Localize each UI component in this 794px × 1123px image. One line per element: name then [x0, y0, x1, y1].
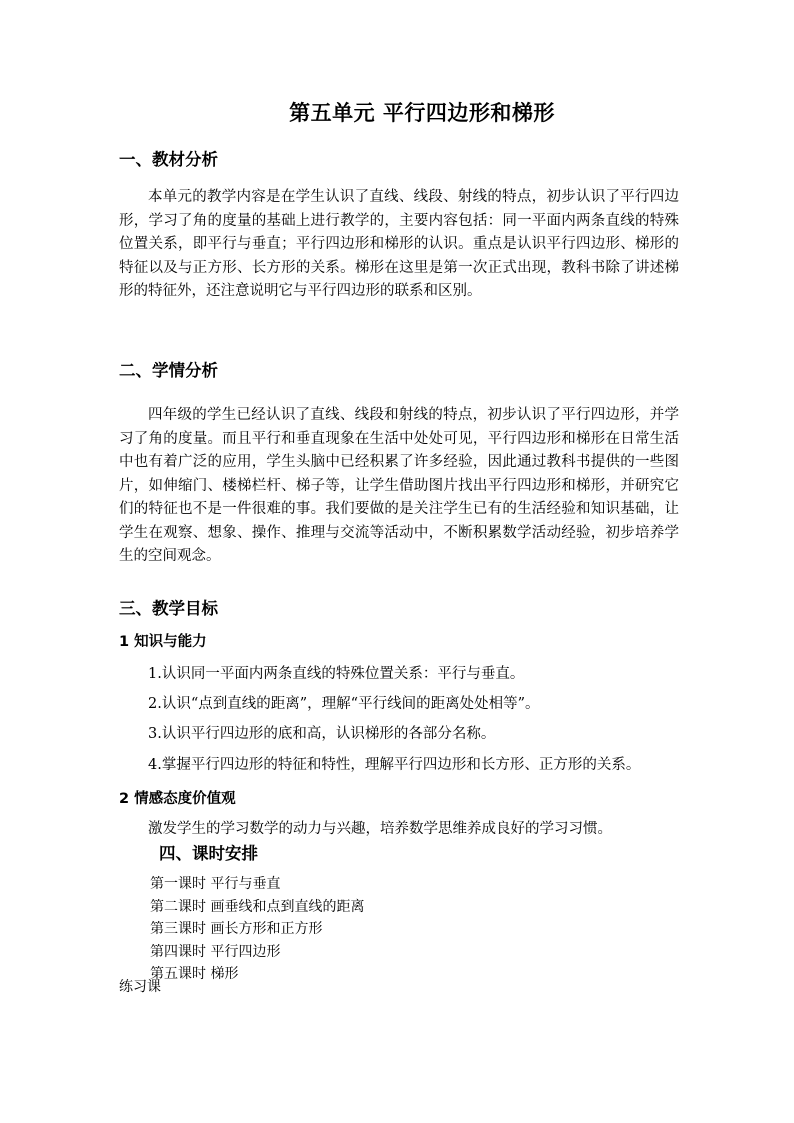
schedule-extra: 练习课 — [119, 979, 161, 995]
goals-subheading-attitude: 2 情感态度价值观 — [119, 791, 236, 807]
schedule-item: 第二课时 画垂线和点到直线的距离 — [150, 898, 365, 915]
page-title: 第五单元 平行四边形和梯形 — [289, 101, 555, 125]
schedule-item: 第四课时 平行四边形 — [150, 943, 281, 960]
section-paragraph-analysis: 本单元的教学内容是在学生认识了直线、线段、射线的特点，初步认识了平行四边形，学习了角的度量的基础上进行教学的，主要内容包括：同一平面内两条直线的特殊位置关系，即平行与垂直；平行四边形和梯形的认识。重点是认识平行四边形、梯形的特征以及与正方形、长方形的关系。梯形在这里是第一次正式出现，教科书除了讲述梯形的特征外，还注意说明它与平行四边形的联系和区别。 — [119, 189, 679, 299]
section-heading-goals: 三、教学目标 — [119, 599, 218, 618]
schedule-item: 第五课时 梯形 — [150, 966, 239, 982]
attitude-text: 激发学生的学习数学的动力与兴趣，培养数学思维养成良好的学习习惯。 — [148, 821, 612, 837]
section-heading-students: 二、学情分析 — [119, 361, 218, 380]
goal-item: 2.认识“点到直线的距离”，理解“平行线间的距离处处相等”。 — [148, 696, 540, 712]
section-heading-analysis: 一、教材分析 — [119, 150, 218, 169]
goals-subheading-knowledge: 1 知识与能力 — [119, 634, 207, 650]
schedule-item: 第三课时 画长方形和正方形 — [150, 921, 323, 937]
section-heading-schedule: 四、课时安排 — [159, 844, 258, 863]
goal-item: 4.掌握平行四边形的特征和特性，理解平行四边形和长方形、正方形的关系。 — [148, 757, 641, 773]
schedule-item: 第一课时 平行与垂直 — [150, 876, 281, 892]
goal-item: 1.认识同一平面内两条直线的特殊位置关系：平行与垂直。 — [148, 666, 525, 682]
schedule-list — [150, 873, 364, 986]
section-paragraph-students: 四年级的学生已经认识了直线、线段和射线的特点，初步认识了平行四边形，并学习了角的度量。而且平行和垂直现象在生活中处处可见，平行四边形和梯形在日常生活中也有着广泛的应用，学生头脑中已经积累了许多经验，因此通过教科书提供的一些图片，如伸缩门、楼梯栏杆、梯子等，让学生借助图片找出平行四边形和梯形，并研究它们的特征也不是一件很难的事。我们要做的是关注学生已有的生活经验和知识基础，让学生在观察、想象、操作、推理与交流等活动中，不断积累数学活动经验，初步培养学生的空间观念。 — [119, 407, 679, 564]
goal-item: 3.认识平行四边形的底和高，认识梯形的各部分名称。 — [148, 726, 496, 742]
